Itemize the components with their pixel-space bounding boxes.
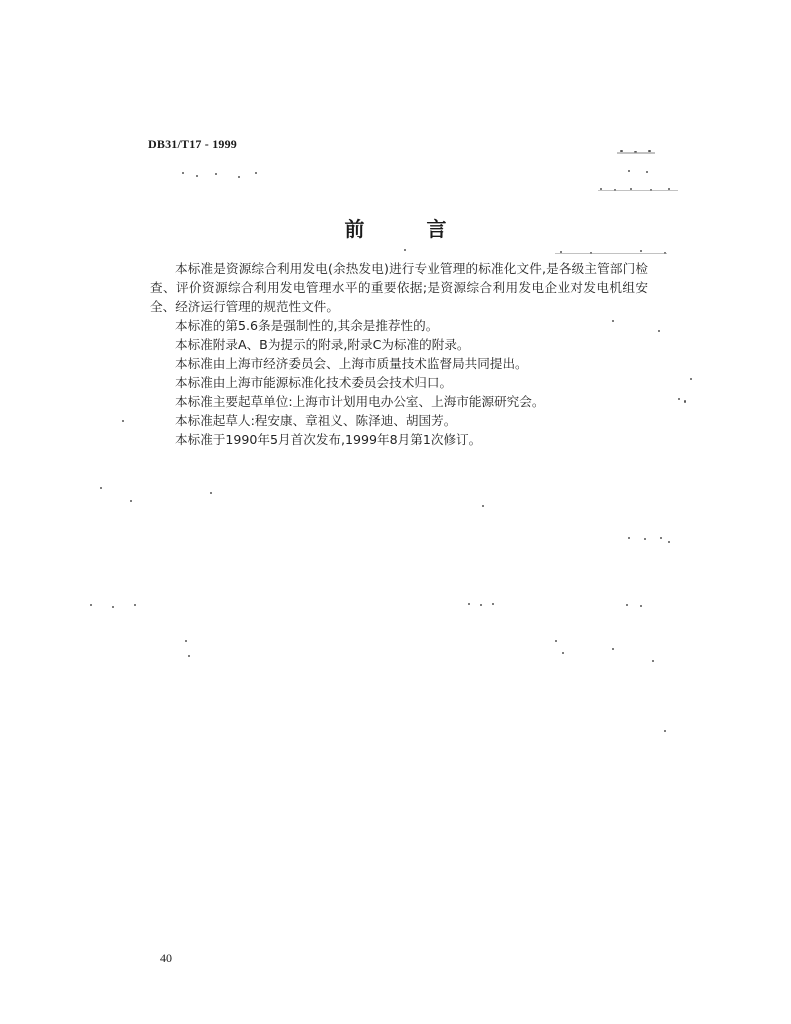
- speck: [134, 604, 136, 606]
- paragraph: 本标准附录A、B为提示的附录,附录C为标准的附录。: [175, 337, 470, 352]
- speck: [90, 604, 92, 606]
- speck: [652, 660, 654, 662]
- speck: [660, 537, 662, 539]
- speck: [482, 505, 484, 507]
- paragraph: 本标准起草人:程安康、章祖义、陈泽迪、胡国芳。: [175, 413, 457, 428]
- speck: [628, 170, 630, 172]
- speck: [644, 538, 646, 540]
- paragraph: 本标准由上海市经济委员会、上海市质量技术监督局共同提出。: [175, 356, 528, 371]
- speck: [640, 250, 642, 252]
- speck: [664, 730, 666, 732]
- speck: [492, 603, 494, 605]
- speck: [100, 487, 102, 489]
- standard-code: DB31/T17 - 1999: [148, 137, 238, 151]
- speck: [196, 175, 198, 177]
- speck: [628, 537, 630, 539]
- speck: [215, 173, 217, 175]
- speck: [238, 176, 240, 178]
- speck: [122, 420, 124, 422]
- speck: [404, 249, 406, 251]
- speck: [612, 648, 614, 650]
- page-title: [0, 213, 791, 242]
- speck: [678, 398, 680, 400]
- paragraph: 本标准是资源综合利用发电(余热发电)进行专业管理的标准化文件,是各级主管部门检查、评价资源综合利用发电管理水平的重要依据;是资源综合利用发电企业对发电机组安全、经济运行管理的规范性文件。: [150, 261, 648, 314]
- speck: [468, 603, 470, 605]
- speck: [640, 605, 642, 607]
- speck: [185, 640, 187, 642]
- page-number: 40: [160, 951, 172, 965]
- speck: [690, 378, 692, 380]
- title-char-2: 言: [426, 217, 447, 241]
- speck: [562, 652, 564, 654]
- speck: [626, 604, 628, 606]
- speck: [555, 640, 557, 642]
- speck: [668, 541, 670, 543]
- scan-smudge: [617, 152, 655, 154]
- speck: [112, 606, 114, 608]
- title-char-1: 前: [344, 217, 365, 241]
- speck: [658, 330, 660, 332]
- foreword-body: [150, 259, 648, 449]
- speck: [188, 655, 190, 657]
- speck: [684, 400, 686, 403]
- speck: [182, 172, 184, 174]
- scan-smudge: [598, 190, 678, 191]
- paragraph: 本标准于1990年5月首次发布,1999年8月第1次修订。: [175, 432, 482, 447]
- speck: [130, 500, 132, 502]
- speck: [480, 604, 482, 606]
- paragraph: 本标准主要起草单位:上海市计划用电办公室、上海市能源研究会。: [175, 394, 545, 409]
- paragraph: 本标准由上海市能源标准化技术委员会技术归口。: [175, 375, 453, 390]
- paragraph: 本标准的第5.6条是强制性的,其余是推荐性的。: [175, 318, 439, 333]
- scan-smudge: [555, 253, 667, 254]
- speck: [646, 171, 648, 173]
- speck: [210, 492, 212, 494]
- speck: [255, 172, 257, 174]
- speck: [612, 320, 614, 322]
